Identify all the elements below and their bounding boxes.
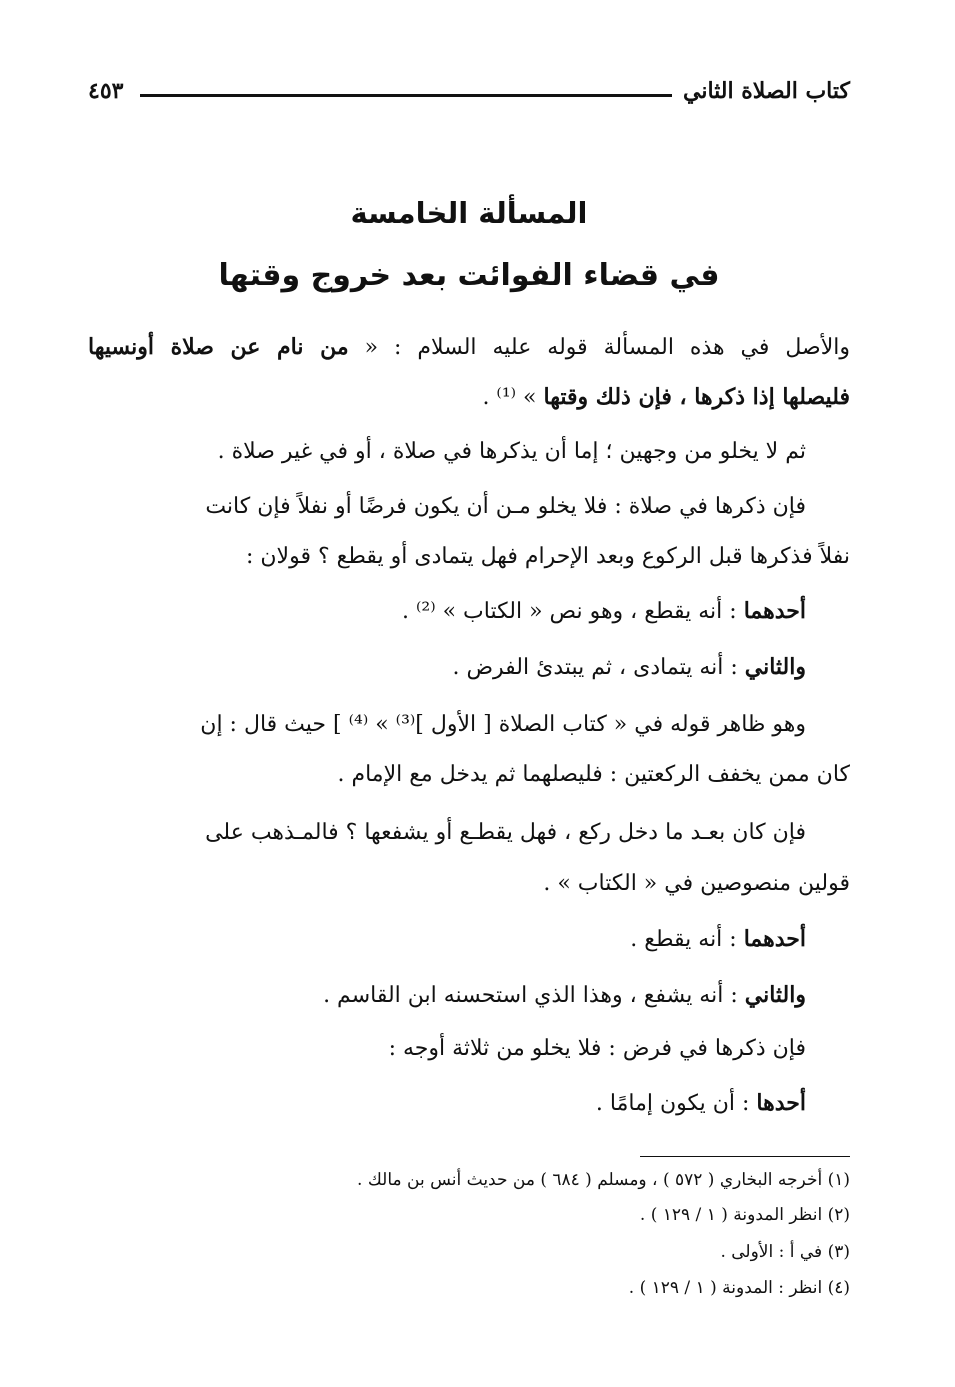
bold-term: أحدهما [743,598,806,624]
text-span: : أنه يشفع ، وهذا الذي استحسنه ابن القاسم . [323,983,745,1008]
text-line: فإن ذكرها في فرض : فلا يخلو من ثلاثة أوجه : [388,1036,806,1061]
running-header [88,74,850,114]
text-line [452,642,806,693]
issue-heading: المسألة الخامسة [350,196,588,230]
text-span: والأصل في هذه المسألة قوله عليه السلام : « [348,335,850,360]
text-line: قولين منصوصين في « الكتاب » . [543,871,850,896]
footnote-1: (١) أخرجه البخاري ( ٥٧٢ ) ، ومسلم ( ٦٨٤ ) من حديث أنس بن مالك . [357,1170,850,1190]
hadith-text: فليصلها إذا ذكرها ، فإن ذلك وقتها [543,384,850,410]
bold-term: أحدهما [743,926,806,952]
text-line: ثم لا يخلو من وجهين ؛ إما أن يذكرها في صلاة ، أو في غير صلاة . [217,439,806,464]
text-span: : أن يكون إمامًا . [595,1091,757,1116]
text-line: فإن كان بعـد ما دخل ركع ، فهل يقطـع أو يشفعها ؟ فالمـذهب على [205,820,806,845]
text-span: : أنه يتمادى ، ثم يبتدئ الفرض . [452,655,745,680]
footnote-4: (٤) انظر : المدونة ( ١ / ١٢٩ ) . [628,1278,850,1298]
text-line [630,914,806,965]
header-rule [140,94,672,97]
text-line [88,322,850,373]
text-line: كان ممن يخفف الركعتين : فليصلهما ثم يدخل مع الإمام . [337,762,850,787]
page-number: ٤٥٣ [88,78,124,104]
hadith-text: من نام عن صلاة أونسيها [88,334,349,360]
bold-term: والثاني [744,982,806,1008]
text-line [596,1078,806,1129]
running-title: كتاب الصلاة الثاني [682,78,850,104]
text-line [482,372,850,423]
text-line [402,586,806,637]
footnote-3: (٣) في أ : الأولى . [720,1242,850,1262]
text-span: : أنه يقطع . [630,927,744,952]
text-line: فإن ذكرها في صلاة : فلا يخلو مـن أن يكون فرضًا أو نفلاً فإن كانت [205,494,806,519]
footnote-2: (٢) انظر المدونة ( ١ / ١٢٩ ) . [639,1205,850,1225]
text-span: : أنه يقطع ، وهو نص « الكتاب » ⁽²⁾ . [401,599,744,624]
footnote-rule [640,1156,850,1157]
text-line [323,970,806,1021]
topic-heading: في قضاء الفوائت بعد خروج وقتها [218,258,720,293]
bold-term: والثاني [744,654,806,680]
text-line: وهو ظاهر قوله في « كتاب الصلاة [ الأول ]⁽³⁾ » ⁽⁴⁾ ] حيث قال : إن [200,712,806,737]
text-span: » ⁽¹⁾ . [482,385,544,410]
bold-term: أحدها [756,1090,806,1116]
text-line: نفلاً فذكرها قبل الركوع وبعد الإحرام فهل يتمادى أو يقطع ؟ قولان : [246,544,850,569]
